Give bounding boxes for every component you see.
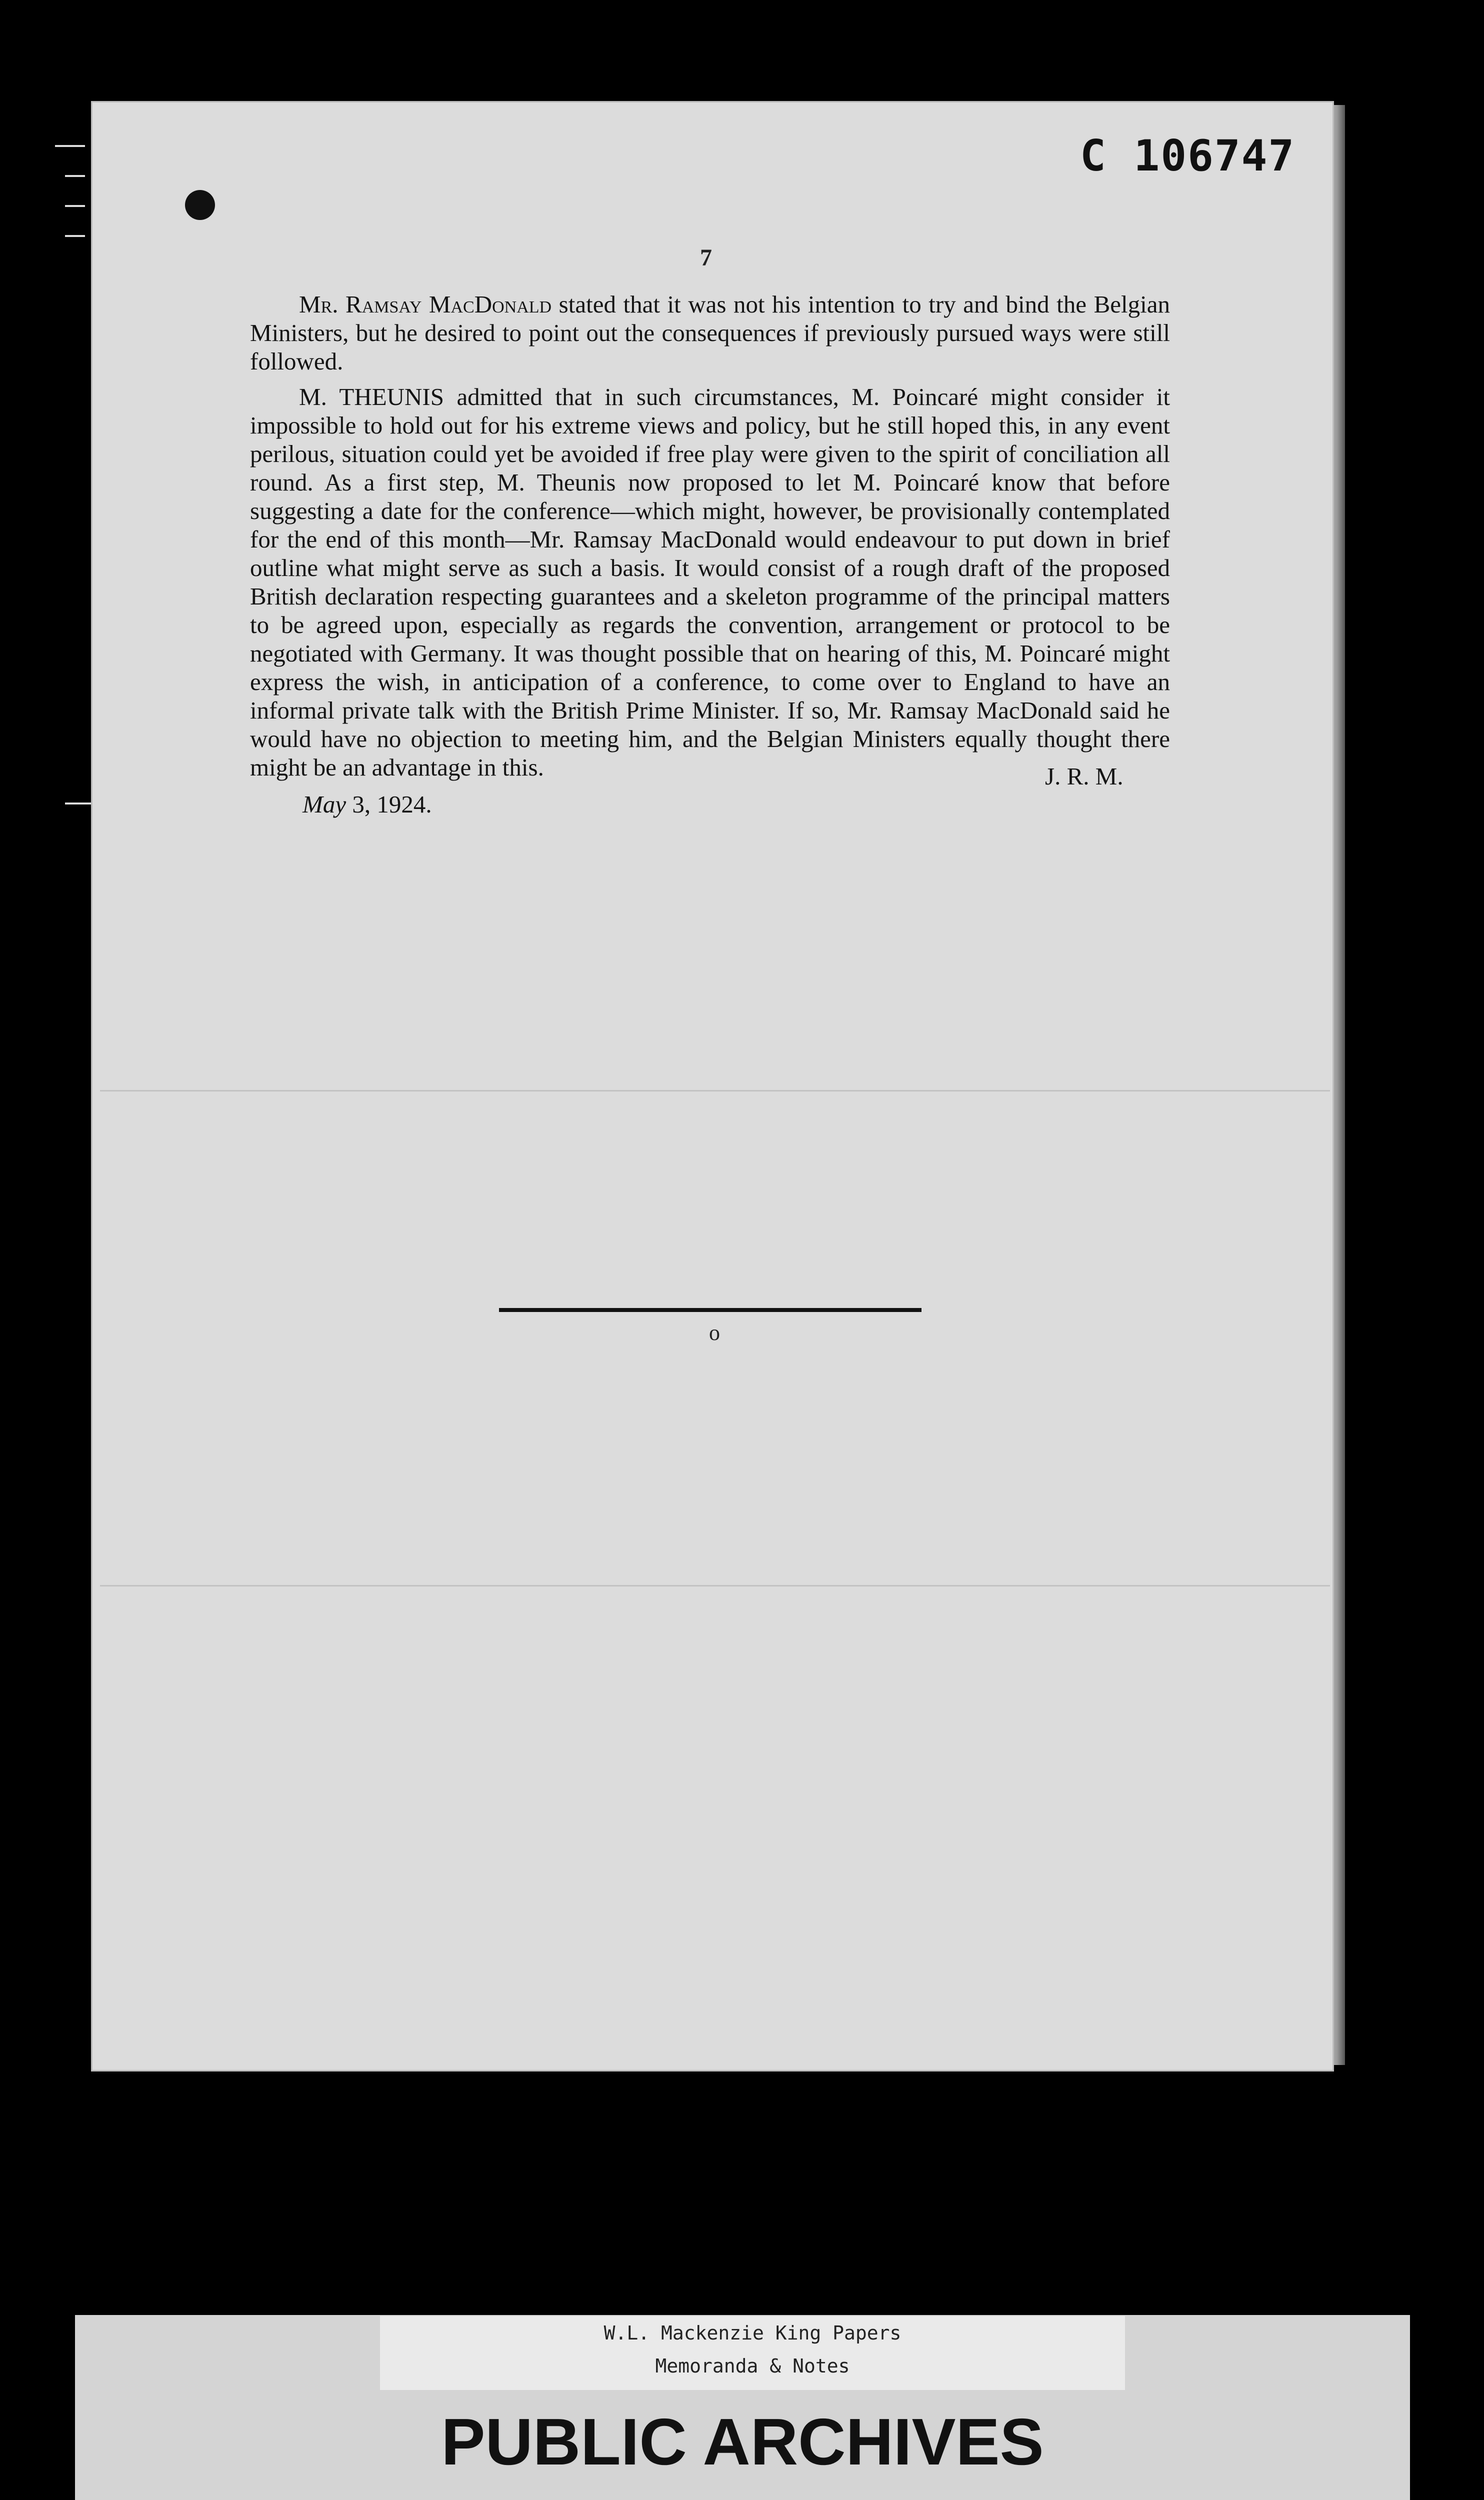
author-initials: J. R. M. <box>1045 762 1124 790</box>
fold-crease <box>100 1585 1330 1586</box>
document-body <box>250 290 1170 788</box>
series-name: Memoranda & Notes <box>655 2355 850 2377</box>
punch-hole <box>185 190 215 220</box>
speaker-name: M. THEUNIS <box>299 383 444 410</box>
film-edge-mark <box>55 145 85 147</box>
archive-reference-number: C 106747 <box>1080 131 1296 181</box>
speaker-name: Mr. Ramsay MacDonald <box>299 290 552 318</box>
film-edge-mark <box>65 235 85 237</box>
date-rest: 3, 1924. <box>346 790 432 818</box>
archive-title-english: PUBLIC ARCHIVES <box>441 2405 1044 2478</box>
document-date <box>302 790 432 818</box>
date-month: May <box>302 790 346 818</box>
paragraph <box>250 290 1170 376</box>
paragraph-text: admitted that in such circumstances, M. Poincaré might consider it impossible to hold out for his extreme views and policy, but he still hoped this, in any event perilous, situation could yet be avoided if free play were given to the spirit of conciliation all round. As a first step, M. Theunis now proposed to let M. Poincaré know that before suggesting a date for the conference—which might, however, be provisionally contemplated for the end of this month—Mr. Ramsay MacDonald would endeavour to put down in brief outline what might serve as such a basis. It would consist of a rough draft of the proposed British declaration respecting guarantees and a skeleton programme of the principal matters to be agreed upon, especially as regards the convention, arrangement or protocol to be negotiated with Germany. It was thought possible that on hearing of this, M. Poincaré might express the wish, in anticipation of a conference, to come over to England to have an informal private talk with the British Prime Minister. If so, Mr. Ramsay MacDonald said he would have no objection to meeting him, and the Belgian Ministers equally thought there might be an advantage in this. <box>250 383 1170 781</box>
archive-label-tab <box>380 2316 1125 2390</box>
paragraph-text: stated that it was not his intention to try and bind the Belgian Ministers, but he desired to point out the consequences if previously pursued ways were still followed. <box>250 290 1170 375</box>
film-edge-mark <box>65 175 85 177</box>
film-edge-mark <box>65 205 85 207</box>
end-rule <box>499 1308 922 1312</box>
page-number: 7 <box>700 244 712 271</box>
paragraph <box>250 382 1170 782</box>
collection-name: W.L. Mackenzie King Papers <box>604 2322 902 2344</box>
end-mark: o <box>709 1320 720 1345</box>
fold-crease <box>100 1090 1330 1092</box>
